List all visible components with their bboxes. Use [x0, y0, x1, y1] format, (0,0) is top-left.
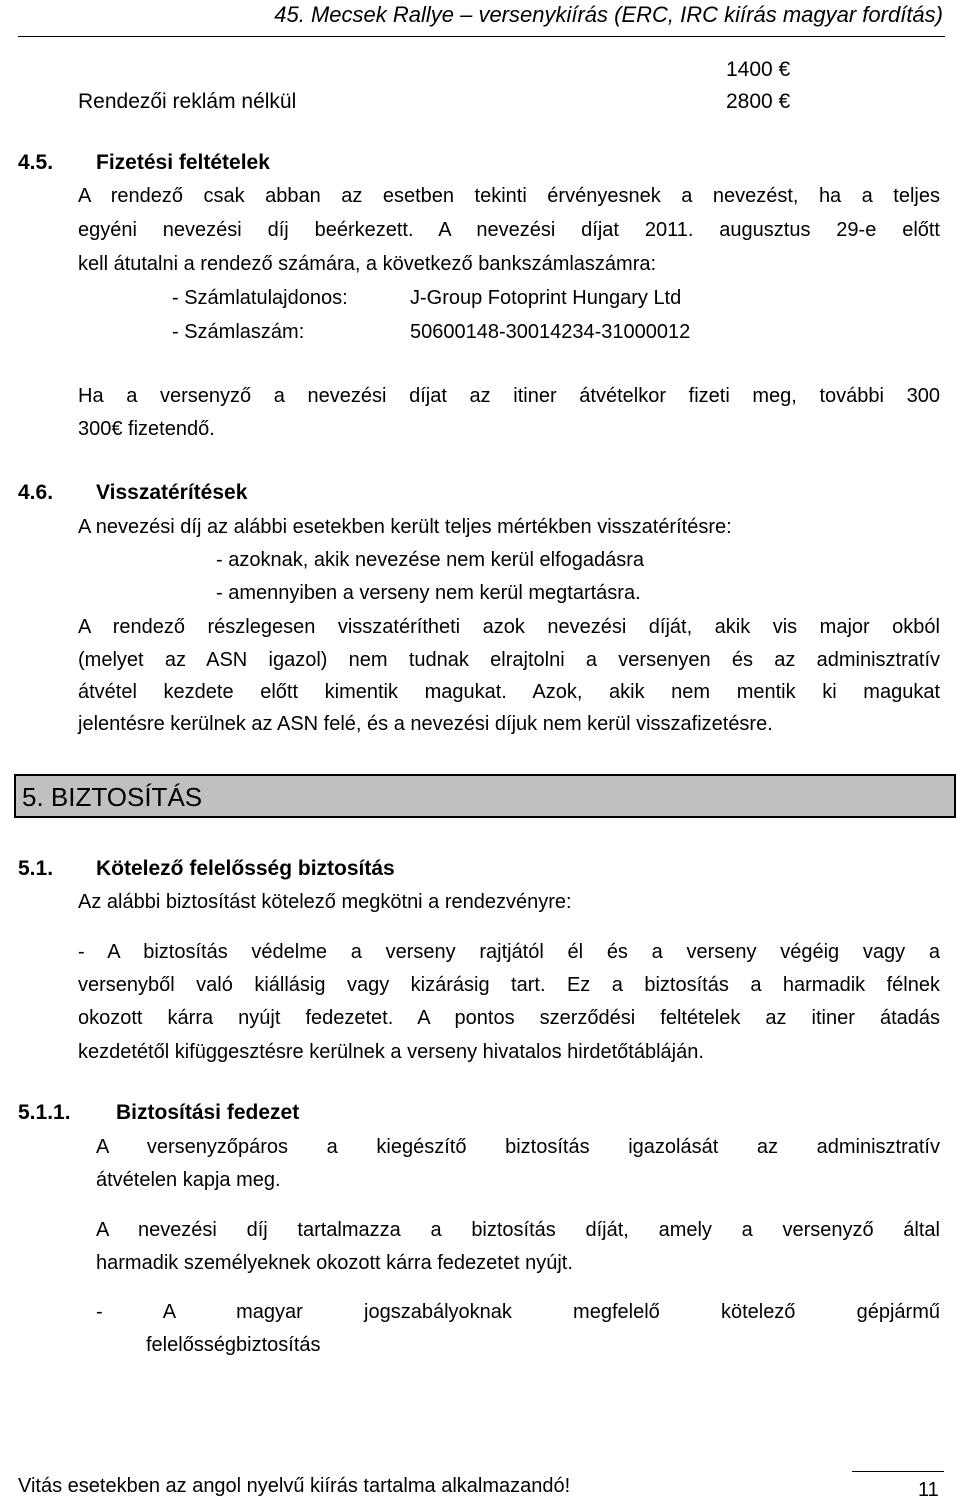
- coverage-item-line: - A magyar jogszabályoknak megfelelő kötelező gépjármű: [96, 1301, 940, 1323]
- refund-paragraph-line: átvétel kezdete előtt kimentik magukat. Azok, akik nem mentik ki magukat: [78, 681, 940, 703]
- header-divider: [18, 36, 945, 37]
- section-4-5-line: egyéni nevezési díj beérkezett. A nevezési díjat 2011. augusztus 29-e előtt: [78, 219, 940, 241]
- coverage-paragraph-line: A versenyzőpáros a kiegészítő biztosítás igazolását az adminisztratív: [96, 1136, 940, 1158]
- account-holder-value: J-Group Fotoprint Hungary Ltd: [410, 287, 682, 309]
- insurance-paragraph-line: - A biztosítás védelme a verseny rajtjától él és a verseny végéig vagy a: [78, 941, 940, 963]
- section-5-1-1-heading: Biztosítási fedezet: [116, 1101, 300, 1124]
- coverage-paragraph-line: harmadik személyeknek okozott kárra fedezetet nyújt.: [96, 1252, 573, 1274]
- section-4-5-line: kell átutalni a rendező számára, a következő bankszámlaszámra:: [78, 253, 657, 275]
- refund-case-item: - amennyiben a verseny nem kerül megtartásra.: [216, 582, 641, 604]
- section-4-5-number: 4.5.: [18, 151, 54, 174]
- insurance-paragraph-line: versenyből való kiállásig vagy kizárásig tart. Ez a biztosítás a harmadik félnek: [78, 974, 940, 996]
- refund-paragraph-line: jelentésre kerülnek az ASN felé, és a nevezési díjuk nem kerül visszafizetésre.: [78, 713, 773, 735]
- late-payment-note: Ha a versenyző a nevezési díjat az itiner átvételkor fizeti meg, további 300: [78, 385, 940, 407]
- refund-paragraph-line: (melyet az ASN igazol) nem tudnak elrajtolni a versenyen és az adminisztratív: [78, 649, 940, 671]
- section-4-5-line: A rendező csak abban az esetben tekinti érvényesnek a nevezést, ha a teljes: [78, 185, 940, 207]
- page-header-title: 45. Mecsek Rallye – versenykiírás (ERC, IRC kiírás magyar fordítás): [274, 2, 943, 27]
- late-payment-note: 300€ fizetendő.: [78, 418, 215, 440]
- fee-amount-with-ad: 1400 €: [726, 58, 791, 81]
- insurance-intro: Az alábbi biztosítást kötelező megkötni a rendezvényre:: [78, 891, 572, 913]
- footer-page-divider: [852, 1471, 944, 1472]
- footer-note: Vitás esetekben az angol nyelvű kiírás tartalma alkalmazandó!: [18, 1475, 571, 1497]
- refund-paragraph-line: A rendező részlegesen visszatérítheti azok nevezési díját, akik vis major okból: [78, 616, 940, 638]
- page-number: 11: [918, 1479, 939, 1501]
- coverage-paragraph-line: átvételen kapja meg.: [96, 1169, 281, 1191]
- fee-amount-without-ad: 2800 €: [726, 90, 791, 113]
- account-number-value: 50600148-30014234-31000012: [410, 321, 691, 343]
- coverage-item-line: felelősségbiztosítás: [146, 1334, 321, 1356]
- refund-case-item: - azoknak, akik nevezése nem kerül elfogadásra: [216, 549, 645, 571]
- section-5-title: 5. BIZTOSÍTÁS: [22, 782, 203, 812]
- insurance-paragraph-line: kezdetétől kifüggesztésre kerülnek a verseny hivatalos hirdetőtábláján.: [78, 1041, 704, 1063]
- fee-label-without-ad: Rendezői reklám nélkül: [78, 90, 297, 113]
- account-number-label: - Számlaszám:: [172, 321, 305, 343]
- section-5-1-number: 5.1.: [18, 857, 54, 880]
- section-4-5-heading: Fizetési feltételek: [96, 151, 270, 174]
- section-5-1-heading: Kötelező felelősség biztosítás: [96, 857, 395, 880]
- section-5-1-1-number: 5.1.1.: [18, 1101, 71, 1124]
- account-holder-label: - Számlatulajdonos:: [172, 287, 348, 309]
- insurance-paragraph-line: okozott kárra nyújt fedezetet. A pontos szerződési feltételek az itiner átadás: [78, 1007, 940, 1029]
- coverage-paragraph-line: A nevezési díj tartalmazza a biztosítás díját, amely a versenyző által: [96, 1219, 940, 1241]
- section-4-6-heading: Visszatérítések: [96, 481, 248, 504]
- section-5-heading-box: [14, 774, 956, 818]
- section-4-6-number: 4.6.: [18, 481, 54, 504]
- refund-intro: A nevezési díj az alábbi esetekben került teljes mértékben visszatérítésre:: [78, 516, 732, 538]
